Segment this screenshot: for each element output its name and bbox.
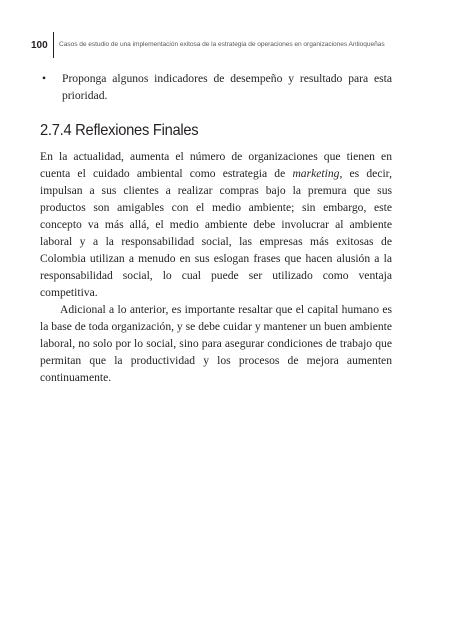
paragraph-1 xyxy=(40,148,392,301)
paragraph-1-end: , es decir, impulsan a sus clientes a realizar compras bajo la premura que sus productos son amigables con el medio ambiente; sin embargo, este concepto va más allá, el medio ambiente debe involucrar al ambiente laboral y a la responsabilidad social, las empresas más exitosas de Colombia utilizan a menudo en sus eslogan frases que hacen alusión a la responsabilidad social, lo cual puede ser utilizado como ventaja competitiva. xyxy=(40,167,392,299)
header-divider xyxy=(53,32,54,58)
bullet-icon: • xyxy=(42,72,47,85)
section-heading: 2.7.4 Reflexiones Finales xyxy=(40,122,199,139)
page-content xyxy=(40,70,392,386)
bullet-text: Proponga algunos indicadores de desempeño y resultado para esta prioridad. xyxy=(62,72,392,102)
running-header xyxy=(31,32,401,58)
running-title: Casos de estudio de una implementación exitosa de la estrategia de operaciones en organizaciones Antioqueñas xyxy=(59,41,385,48)
page-number: 100 xyxy=(31,40,48,51)
paragraph-1-emphasis: marketing xyxy=(292,167,340,180)
bullet-item xyxy=(40,70,392,104)
paragraph-2: Adicional a lo anterior, es importante resaltar que el capital humano es la base de toda organización, y se debe cuidar y mantener un buen ambiente laboral, no solo por lo social, sino para asegurar condiciones de trabajo que permitan que la productividad y los procesos de mejora aumenten continuamente. xyxy=(40,303,392,384)
paragraph-1-start: En la actualidad, aumenta el número de organizaciones que tienen en cuenta el cuidado ambiental como estrategia de xyxy=(40,150,392,180)
